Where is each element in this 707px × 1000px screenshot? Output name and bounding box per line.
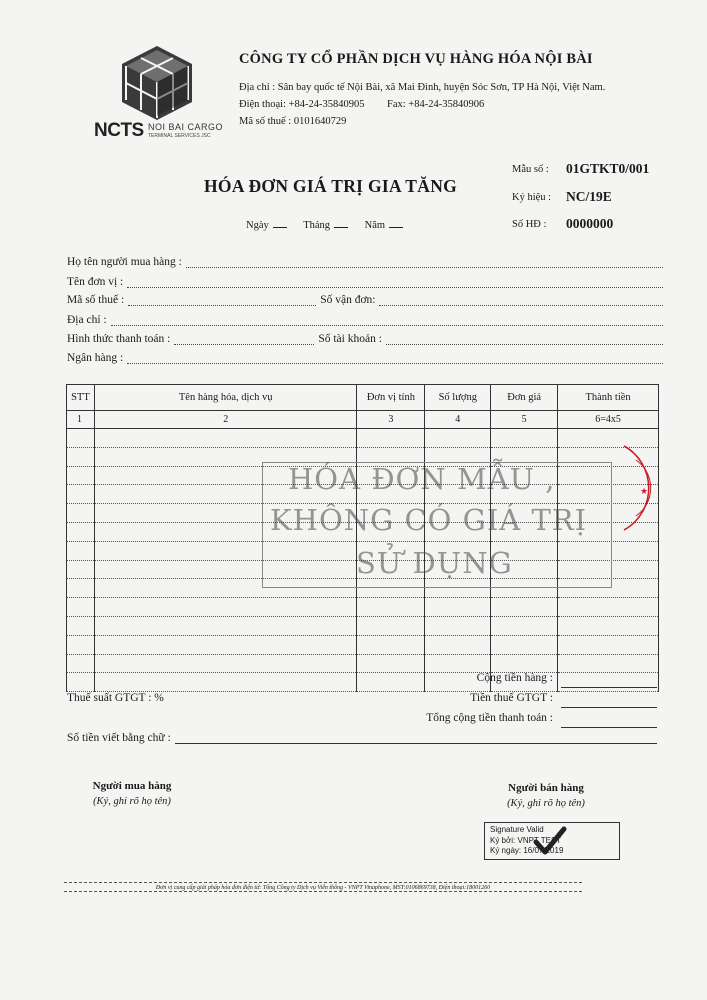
table-cell: [491, 635, 558, 654]
table-cell: [491, 616, 558, 635]
table-cell: [425, 616, 491, 635]
vat-rate-label: Thuế suất GTGT : %: [67, 692, 164, 704]
table-cell: [558, 616, 659, 635]
table-row: [67, 673, 659, 692]
logo-sub-line2: TERMINAL SERVICES JSC: [148, 133, 211, 139]
index-cell: 3: [357, 411, 425, 429]
table-row: [67, 616, 659, 635]
logo-brand: NCTS: [94, 120, 144, 141]
table-cell: [67, 654, 95, 673]
form-label: Mẫu số :: [512, 164, 549, 175]
grand-total-line: [561, 727, 657, 728]
number-value: 0000000: [566, 216, 614, 231]
buyer-role: Người mua hàng: [92, 780, 172, 792]
signature-signer: Ký bởi: VNPT TEST: [490, 835, 562, 845]
table-cell: [67, 598, 95, 617]
header-unit: Đơn vị tính: [357, 385, 425, 411]
table-cell: [67, 616, 95, 635]
buyer-name-label: Họ tên người mua hàng :: [67, 256, 182, 268]
header-stt: STT: [67, 385, 95, 411]
unit-name-field: [67, 276, 663, 288]
watermark-line1: HÓA ĐƠN MẪU ,: [288, 462, 556, 496]
bank-field: [67, 352, 663, 364]
company-name: CÔNG TY CỔ PHẦN DỊCH VỤ HÀNG HÓA NỘI BÀI: [239, 51, 593, 67]
table-cell: [67, 466, 95, 485]
company-fax: Fax: +84-24-35840906: [387, 99, 485, 110]
address-line: [111, 315, 663, 326]
form-value: 01GTKT0/001: [566, 161, 650, 176]
day-label: Ngày: [246, 220, 269, 231]
table-cell: [67, 541, 95, 560]
table-cell: [67, 504, 95, 523]
table-cell: [94, 673, 356, 692]
svg-text:★: ★: [640, 486, 649, 496]
table-cell: [67, 485, 95, 504]
table-cell: [67, 635, 95, 654]
invoice-date-line: [246, 217, 417, 231]
table-cell: [491, 654, 558, 673]
table-row: [67, 654, 659, 673]
year-label: Năm: [364, 220, 386, 231]
table-cell: [558, 673, 659, 692]
grand-total-label: Tổng cộng tiền thanh toán :: [426, 712, 553, 724]
table-cell: [558, 598, 659, 617]
vat-amount-line: [561, 707, 657, 708]
table-cell: [425, 635, 491, 654]
subtotal-label: Cộng tiền hàng :: [476, 672, 553, 684]
payment-account-field: [67, 333, 663, 345]
index-cell: 1: [67, 411, 95, 429]
header-goods: Tên hàng hóa, dịch vụ: [94, 385, 356, 411]
month-label: Tháng: [303, 220, 331, 231]
table-cell: [357, 616, 425, 635]
logo-sub-line1: NOI BAI CARGO: [148, 122, 224, 132]
ncts-cube-logo: [118, 44, 196, 122]
tax-waybill-field: [67, 294, 663, 306]
seller-role: Người bán hàng: [508, 782, 584, 794]
watermark-line2: KHÔNG CÓ GIÁ TRỊ: [270, 503, 588, 537]
index-cell: 4: [425, 411, 491, 429]
table-cell: [491, 598, 558, 617]
table-cell: [357, 635, 425, 654]
symbol-label: Ký hiệu :: [512, 192, 552, 203]
in-words-line: [175, 733, 657, 744]
company-address: Địa chỉ : Sân bay quốc tế Nội Bài, xã Mai Đình, huyện Sóc Sơn, TP Hà Nội, Việt Nam.: [239, 82, 606, 93]
table-cell: [357, 598, 425, 617]
table-row: [67, 429, 659, 448]
tax-code-label: Mã số thuế :: [67, 294, 125, 306]
company-phone: Điện thoại: +84-24-35840905: [239, 99, 365, 110]
account-no-label: Số tài khoản :: [318, 333, 382, 345]
bank-line: [127, 353, 663, 364]
table-cell: [94, 635, 356, 654]
account-no-line: [386, 334, 663, 345]
symbol-value: NC/19E: [566, 189, 612, 204]
header-quantity: Số lượng: [425, 385, 491, 411]
table-cell: [67, 522, 95, 541]
table-cell: [94, 616, 356, 635]
buyer-name-field: [67, 256, 663, 268]
table-cell: [67, 673, 95, 692]
vat-amount-label: Tiền thuế GTGT :: [470, 692, 553, 704]
table-cell: [425, 598, 491, 617]
tax-code-line: [128, 295, 316, 306]
table-cell: [67, 579, 95, 598]
table-cell: [425, 654, 491, 673]
index-cell: 2: [94, 411, 356, 429]
table-cell: [558, 654, 659, 673]
signature-status: Signature Valid: [490, 825, 544, 834]
bank-label: Ngân hàng :: [67, 352, 124, 364]
table-cell: [94, 598, 356, 617]
unit-name-label: Tên đơn vị :: [67, 276, 124, 288]
invoice-title: HÓA ĐƠN GIÁ TRỊ GIA TĂNG: [204, 176, 458, 196]
waybill-line: [379, 295, 663, 306]
payment-method-label: Hình thức thanh toán :: [67, 333, 171, 345]
table-row: [67, 635, 659, 654]
header-unit-price: Đơn giá: [491, 385, 558, 411]
table-index-row: [67, 411, 659, 429]
in-words-field: [67, 732, 657, 744]
company-tax-id: Mã số thuế : 0101640729: [239, 116, 347, 127]
table-cell: [67, 560, 95, 579]
table-cell: [67, 429, 95, 448]
table-cell: [357, 429, 425, 448]
table-cell: [357, 673, 425, 692]
number-label: Số HĐ :: [512, 219, 547, 230]
buyer-sign-note: (Ký, ghi rõ họ tên): [93, 796, 171, 807]
table-cell: [357, 654, 425, 673]
payment-method-line: [174, 334, 314, 345]
table-header-row: [67, 385, 659, 411]
signature-date: Ký ngày: 16/07/2019: [490, 846, 564, 855]
table-cell: [425, 429, 491, 448]
waybill-label: Số vận đơn:: [320, 294, 376, 306]
in-words-label: Số tiền viết bằng chữ :: [67, 732, 171, 744]
table-row: [67, 598, 659, 617]
table-cell: [67, 447, 95, 466]
table-cell: [94, 429, 356, 448]
provider-footer: Đơn vị cung cấp giải pháp hóa đơn điện tử: Tổng Công ty Dịch vụ Viễn thông - VNPT Vinaphone, MST:0106869738, Điện thoại:18001260: [64, 882, 582, 892]
buyer-name-line: [186, 257, 663, 268]
table-cell: [491, 429, 558, 448]
checkmark-icon: [532, 826, 568, 856]
address-label: Địa chỉ :: [67, 314, 107, 326]
header-amount: Thành tiền: [558, 385, 659, 411]
index-cell: 6=4x5: [558, 411, 659, 429]
table-cell: [558, 635, 659, 654]
company-seal-fragment: [622, 440, 660, 536]
unit-name-line: [127, 277, 663, 288]
address-field: [67, 314, 663, 326]
watermark-line3: SỬ DỤNG: [356, 546, 513, 580]
subtotal-line: [561, 687, 657, 688]
index-cell: 5: [491, 411, 558, 429]
seller-sign-note: (Ký, ghi rõ họ tên): [507, 798, 585, 809]
table-cell: [94, 654, 356, 673]
